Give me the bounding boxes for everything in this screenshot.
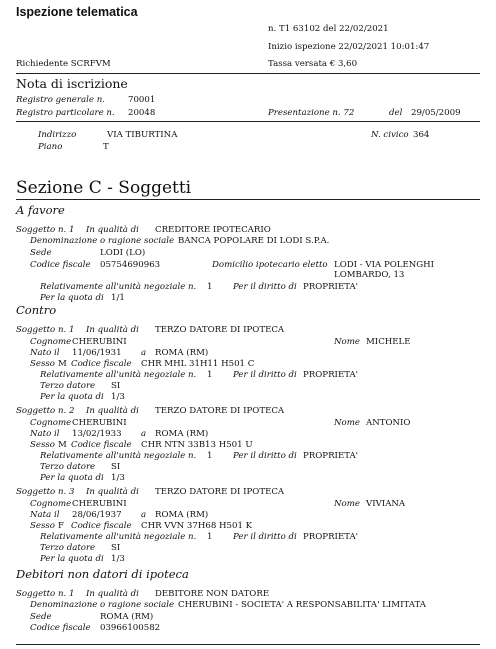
terzo-label: Terzo datore <box>40 381 96 391</box>
section-title: Sezione C - Soggetti <box>16 178 192 198</box>
unita-value: 1 <box>207 451 213 461</box>
denominazione-value: BANCA POPOLARE DI LODI S.P.A. <box>178 236 330 246</box>
soggetto-number: Soggetto n. 1 <box>16 325 75 335</box>
sede-label: Sede <box>30 612 52 622</box>
luogo-label: a <box>141 348 147 358</box>
sesso-value: M <box>58 440 67 450</box>
unita-value: 1 <box>207 282 213 292</box>
cf-label: Codice fiscale <box>30 623 91 633</box>
diritto-label: Per il diritto di <box>233 282 297 292</box>
nome-value: MICHELE <box>366 337 411 347</box>
cf-value: CHR VVN 37H68 H501 K <box>141 521 253 531</box>
nato-value: 13/02/1933 <box>72 429 122 439</box>
cf-label: Codice fiscale <box>30 260 91 270</box>
terzo-label: Terzo datore <box>40 543 96 553</box>
qualita-label: In qualità di <box>86 487 139 497</box>
soggetto-number: Soggetto n. 1 <box>16 225 75 235</box>
qualita-value: TERZO DATORE DI IPOTECA <box>155 406 285 416</box>
indirizzo-label: Indirizzo <box>38 130 77 140</box>
divider <box>16 73 480 74</box>
cf-label: Codice fiscale <box>71 359 132 369</box>
nome-label: Nome <box>334 418 360 428</box>
sesso-value: F <box>58 521 64 531</box>
diritto-label: Per il diritto di <box>233 370 297 380</box>
quota-value: 1/3 <box>111 392 125 402</box>
cognome-value: CHERUBINI <box>72 499 127 509</box>
denominazione-label: Denominazione o ragione sociale <box>30 236 175 246</box>
quota-label: Per la quota di <box>40 392 104 402</box>
denominazione-value: CHERUBINI - SOCIETA' A RESPONSABILITA' LIMITATA <box>178 600 426 610</box>
denominazione-label: Denominazione o ragione sociale <box>30 600 175 610</box>
quota-value: 1/3 <box>111 473 125 483</box>
luogo-label: a <box>141 510 147 520</box>
piano-label: Piano <box>38 142 63 152</box>
luogo-value: ROMA (RM) <box>155 510 209 520</box>
nato-label: Nato il <box>30 348 60 358</box>
cf-label: Codice fiscale <box>71 521 132 531</box>
unita-value: 1 <box>207 532 213 542</box>
cognome-value: CHERUBINI <box>72 418 127 428</box>
terzo-label: Terzo datore <box>40 462 96 472</box>
divider <box>16 121 480 122</box>
civico-label: N. civico <box>371 130 409 140</box>
terzo-value: SI <box>111 462 121 472</box>
nome-label: Nome <box>334 499 360 509</box>
soggetto-number: Soggetto n. 2 <box>16 406 75 416</box>
sesso-label: Sesso <box>30 440 55 450</box>
relativamente-label: Relativamente all'unità negoziale n. <box>40 282 197 292</box>
luogo-label: a <box>141 429 147 439</box>
nota-date: 29/05/2009 <box>411 108 461 118</box>
qualita-label: In qualità di <box>86 406 139 416</box>
diritto-value: PROPRIETA' <box>303 282 359 292</box>
fee: Tassa versata € 3,60 <box>268 59 358 69</box>
civico-value: 364 <box>413 130 430 140</box>
requester: Richiedente SCRFVM <box>16 59 111 69</box>
divider <box>16 644 480 645</box>
terzo-value: SI <box>111 381 121 391</box>
indirizzo-value: VIA TIBURTINA <box>107 130 178 140</box>
sede-value: LODI (LO) <box>100 248 146 258</box>
cognome-label: Cognome <box>30 418 72 428</box>
qualita-label: In qualità di <box>86 589 139 599</box>
sesso-value: M <box>58 359 67 369</box>
quota-label: Per la quota di <box>40 473 104 483</box>
diritto-value: PROPRIETA' <box>303 451 359 461</box>
cf-value: CHR MHL 31H11 H501 C <box>141 359 255 369</box>
quota-label: Per la quota di <box>40 554 104 564</box>
qualita-value: CREDITORE IPOTECARIO <box>155 225 271 235</box>
divider <box>16 199 480 200</box>
diritto-label: Per il diritto di <box>233 451 297 461</box>
reg-part-label: Registro particolare n. <box>16 108 115 118</box>
domicilio-label: Domicilio ipotecario eletto <box>212 260 328 270</box>
soggetto-number: Soggetto n. 3 <box>16 487 75 497</box>
cognome-label: Cognome <box>30 337 72 347</box>
qualita-label: In qualità di <box>86 225 139 235</box>
relativamente-label: Relativamente all'unità negoziale n. <box>40 451 197 461</box>
sesso-label: Sesso <box>30 521 55 531</box>
cognome-value: CHERUBINI <box>72 337 127 347</box>
sede-value: ROMA (RM) <box>100 612 154 622</box>
nota-title: Nota di iscrizione <box>16 76 128 91</box>
cf-value: 05754690963 <box>100 260 161 270</box>
nome-value: ANTONIO <box>366 418 411 428</box>
quota-value: 1/3 <box>111 554 125 564</box>
unita-value: 1 <box>207 370 213 380</box>
contro-heading: Contro <box>16 303 57 317</box>
luogo-value: ROMA (RM) <box>155 429 209 439</box>
diritto-value: PROPRIETA' <box>303 532 359 542</box>
qualita-value: DEBITORE NON DATORE <box>155 589 270 599</box>
diritto-label: Per il diritto di <box>233 532 297 542</box>
domicilio-line1: LODI - VIA POLENGHI <box>334 260 435 270</box>
nata-value: 28/06/1937 <box>72 510 122 520</box>
quota-value: 1/1 <box>111 293 125 303</box>
sesso-label: Sesso <box>30 359 55 369</box>
diritto-value: PROPRIETA' <box>303 370 359 380</box>
cf-value: 03966100582 <box>100 623 161 633</box>
quota-label: Per la quota di <box>40 293 104 303</box>
qualita-label: In qualità di <box>86 325 139 335</box>
inspection-start: Inizio ispezione 22/02/2021 10:01:47 <box>268 42 430 52</box>
domicilio-line2: LOMBARDO, 13 <box>334 270 405 280</box>
cf-value: CHR NTN 33B13 H501 U <box>141 440 253 450</box>
a-favore-heading: A favore <box>16 203 65 217</box>
inspection-number: n. T1 63102 del 22/02/2021 <box>268 24 389 34</box>
del-label: del <box>389 108 403 118</box>
piano-value: T <box>103 142 109 152</box>
relativamente-label: Relativamente all'unità negoziale n. <box>40 370 197 380</box>
relativamente-label: Relativamente all'unità negoziale n. <box>40 532 197 542</box>
nome-label: Nome <box>334 337 360 347</box>
presentazione: Presentazione n. 72 <box>268 108 355 118</box>
reg-gen-label: Registro generale n. <box>16 95 105 105</box>
reg-part-value: 20048 <box>128 108 156 118</box>
page-title: Ispezione telematica <box>16 5 138 19</box>
nata-label: Nata il <box>30 510 60 520</box>
nato-value: 11/06/1931 <box>72 348 122 358</box>
cf-label: Codice fiscale <box>71 440 132 450</box>
sede-label: Sede <box>30 248 52 258</box>
qualita-value: TERZO DATORE DI IPOTECA <box>155 325 285 335</box>
qualita-value: TERZO DATORE DI IPOTECA <box>155 487 285 497</box>
cognome-label: Cognome <box>30 499 72 509</box>
nato-label: Nato il <box>30 429 60 439</box>
reg-gen-value: 70001 <box>128 95 156 105</box>
luogo-value: ROMA (RM) <box>155 348 209 358</box>
terzo-value: SI <box>111 543 121 553</box>
soggetto-number: Soggetto n. 1 <box>16 589 75 599</box>
nome-value: VIVIANA <box>366 499 406 509</box>
debitori-heading: Debitori non datori di ipoteca <box>16 567 189 581</box>
